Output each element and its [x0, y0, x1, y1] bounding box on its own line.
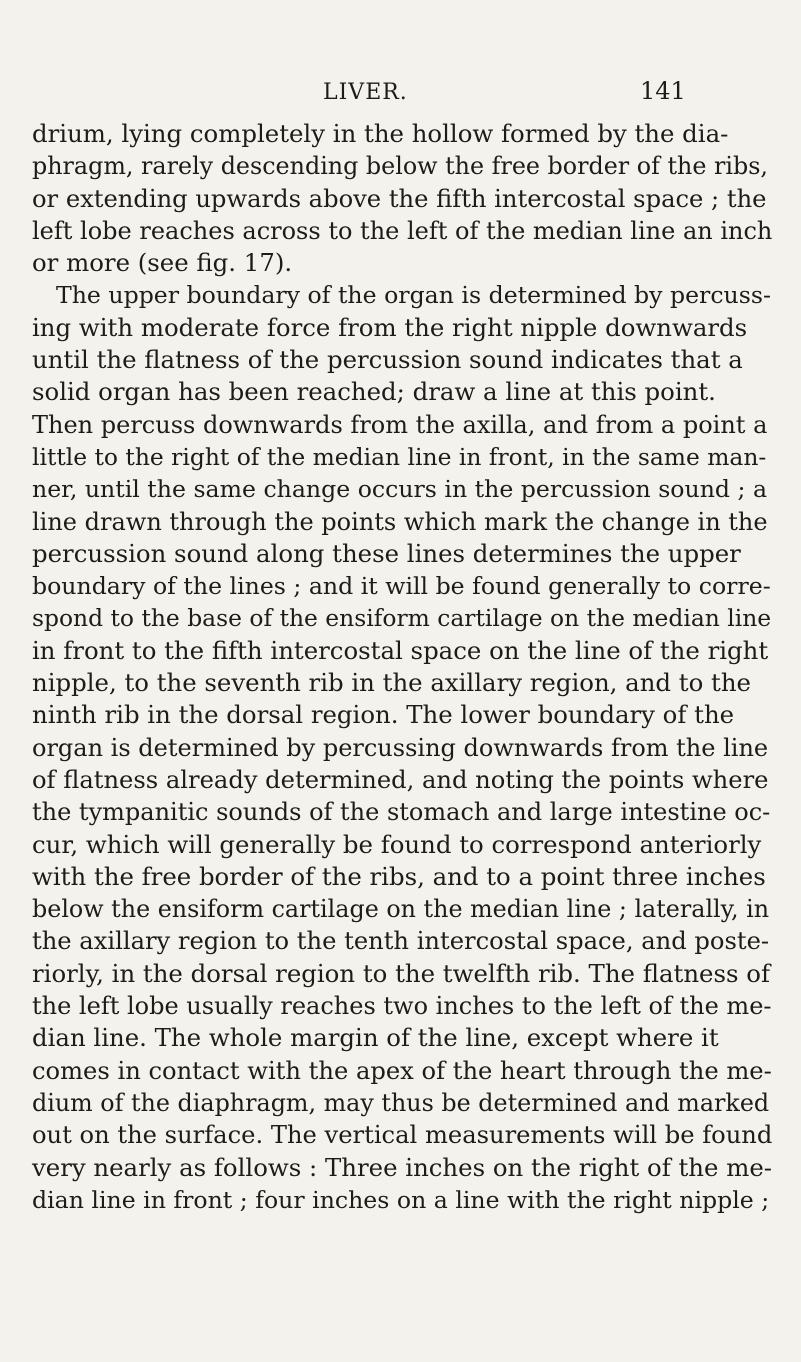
text-line: the left lobe usually reaches two inches to the left of the me-	[32, 992, 772, 1021]
running-head: LIVER.	[323, 80, 408, 105]
text-line: ner, until the same change occurs in the percussion sound ; a	[32, 475, 768, 504]
text-line: phragm, rarely descending below the free border of the ribs,	[32, 152, 768, 181]
text-line: until the flatness of the percussion sound indicates that a	[32, 345, 743, 375]
body-text	[32, 118, 772, 1216]
text-line: comes in contact with the apex of the heart through the me-	[32, 1056, 772, 1085]
text-line: line drawn through the points which mark the change in the	[32, 507, 768, 536]
text-line: Then percuss downwards from the axilla, and from a point a	[32, 410, 768, 439]
text-line: very nearly as follows : Three inches on the right of the me-	[32, 1152, 772, 1182]
text-line: of flatness already determined, and noting the points where	[32, 765, 769, 794]
paragraph-start-line: The upper boundary of the organ is determined by percuss-	[56, 281, 771, 310]
text-line: nipple, to the seventh rib in the axillary region, and to the	[32, 668, 751, 698]
text-line: dian line in front ; four inches on a line with the right nipple ;	[32, 1185, 770, 1214]
text-line: percussion sound along these lines determines the upper	[32, 538, 741, 568]
page-number: 141	[640, 77, 686, 105]
text-line: left lobe reaches across to the left of the median line an inch	[32, 216, 773, 245]
text-line: in front to the fifth intercostal space on the line of the right	[32, 635, 769, 665]
text-line: spond to the base of the ensiform cartilage on the median line	[32, 604, 772, 633]
text-line: cur, which will generally be found to correspond anteriorly	[32, 829, 762, 859]
text-line: little to the right of the median line in front, in the same man-	[32, 442, 767, 471]
text-line: organ is determined by percussing downwards from the line	[32, 733, 769, 762]
text-line: ing with moderate force from the right nipple downwards	[32, 312, 748, 342]
text-line: boundary of the lines ; and it will be found generally to corre-	[32, 572, 771, 601]
text-line: the axillary region to the tenth intercostal space, and poste-	[32, 927, 770, 956]
text-line: solid organ has been reached; draw a line at this point.	[32, 377, 716, 407]
text-line: dium of the diaphragm, may thus be determined and marked	[32, 1088, 770, 1117]
text-line: with the free border of the ribs, and to a point three inches	[32, 861, 766, 891]
text-line: or extending upwards above the fifth intercostal space ; the	[32, 184, 767, 213]
text-line: below the ensiform cartilage on the median line ; laterally, in	[32, 895, 770, 924]
text-line: riorly, in the dorsal region to the twelfth rib. The flatness of	[32, 958, 770, 988]
text-line: ninth rib in the dorsal region. The lower boundary of the	[32, 700, 735, 730]
text-line: the tympanitic sounds of the stomach and large intestine oc-	[32, 798, 771, 827]
text-line: drium, lying completely in the hollow formed by the dia-	[32, 119, 729, 148]
text-line: dian line. The whole margin of the line, except where it	[32, 1023, 719, 1053]
text-line: or more (see fig. 17).	[32, 248, 293, 278]
text-line: out on the surface. The vertical measurements will be found	[32, 1121, 773, 1150]
